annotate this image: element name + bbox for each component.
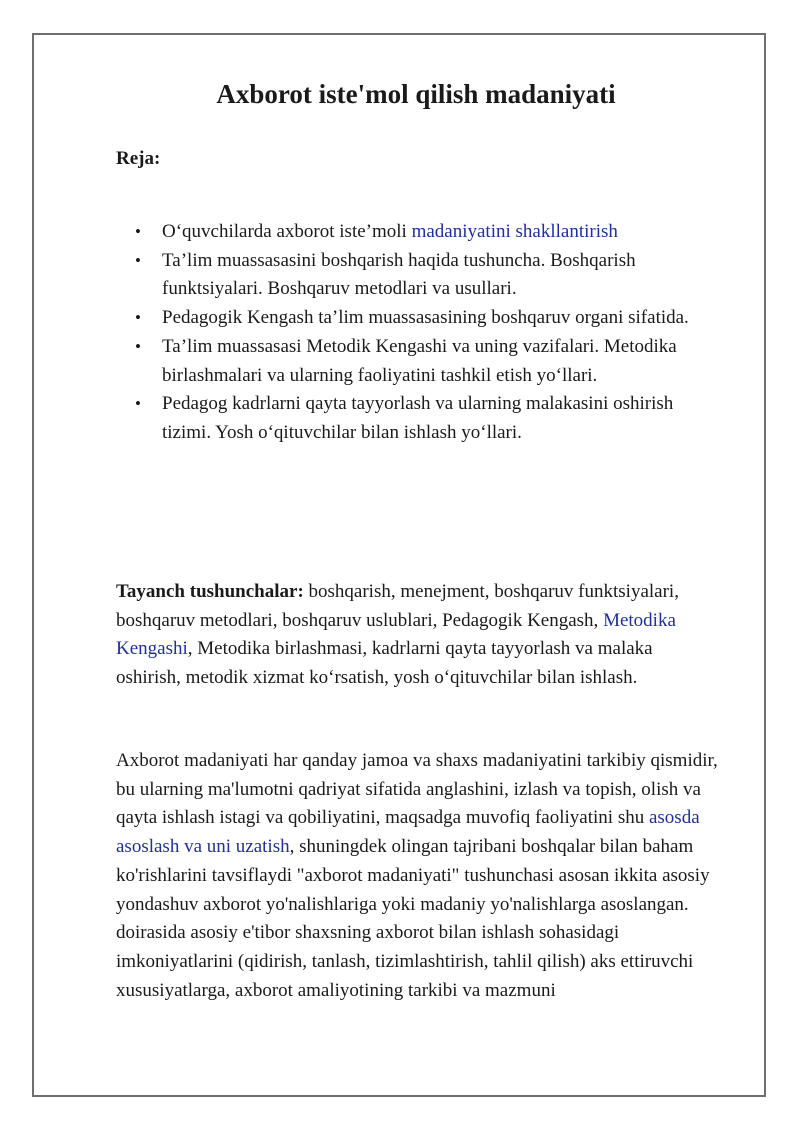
bullet-icon: • [135,222,141,241]
plan-item [135,304,722,333]
plan-item [135,247,722,304]
plan-item-text: Pedagogik Kengash ta’lim muassasasining boshqaruv organi sifatida. [162,307,689,329]
plan-item [135,218,722,247]
plan-item-link[interactable]: madaniyatini shakllantirish [411,221,618,242]
key-terms-link[interactable]: Metodika Kengashi [116,609,676,660]
plan-item-text: O‘quvchilarda axborot iste’moli [162,221,412,242]
key-terms-label: Tayanch tushunchalar: [116,581,304,602]
plan-list [116,218,722,448]
plan-item-text: Ta’lim muassasasi Metodik Kengashi va uning vazifalari. Metodika birlashmalari va ularning faoliyatini tashkil etish yo‘llari. [162,335,677,386]
plan-heading: Reja: [116,148,161,169]
body-paragraph [116,747,720,1005]
key-terms-text-rest: , Metodika birlashmasi, kadrlarni qayta tayyorlash va malaka oshirish, metodik xizmat ko‘rsatish, yosh o‘qituvchilar bilan ishlash. [116,638,653,689]
key-terms-text: boshqarish, menejment, boshqaruv funktsiyalari, boshqaruv metodlari, boshqaruv uslublari, Pedagogik Kengash, [116,581,679,631]
plan-item [135,333,722,390]
body-link[interactable]: asosda asoslash va uni uzatish [116,807,700,858]
bullet-icon: • [135,336,141,356]
bullet-icon: • [135,394,141,414]
key-terms-paragraph [116,578,720,693]
document-title: Axborot iste'mol qilish madaniyati [216,79,616,109]
bullet-icon: • [135,250,141,270]
bullet-icon: • [135,308,141,328]
body-text: Axborot madaniyati har qanday jamoa va shaxs madaniyatini tarkibiy qismidir, bu ularning ma'lumotni qadriyat sifatida anglashini, izlash va topish, olish va qayta ishlash istagi va qobiliyatini, maqsadga muvofiq faoliyatini shu [116,750,718,829]
plan-item-text: Ta’lim muassasasini boshqarish haqida tushuncha. Boshqarish funktsiyalari. Boshqaruv metodlari va usullari. [162,249,636,300]
body-text-rest: , shuningdek olingan tajribani boshqalar bilan baham ko'rishlarini tavsiflaydi "axborot madaniyati" tushunchasi asosan ikkita asosiy yondashuv axborot yo'nalishlariga yoki madaniy yo'nalishlarga asoslangan. doirasida asosiy e'tibor shaxsning axborot bilan ishlash sohasidagi imkoniyatlarini (qidirish, tanlash, tizimlashtirish, tahlil qilish) aks ettiruvchi xususiyatlarga, axborot amaliyotining tarkibi va mazmuni [116,836,710,1001]
plan-item [135,390,722,447]
plan-item-text: Pedagog kadrlarni qayta tayyorlash va ularning malakasini oshirish tizimi. Yosh o‘qituvchilar bilan ishlash yo‘llari. [162,393,674,443]
